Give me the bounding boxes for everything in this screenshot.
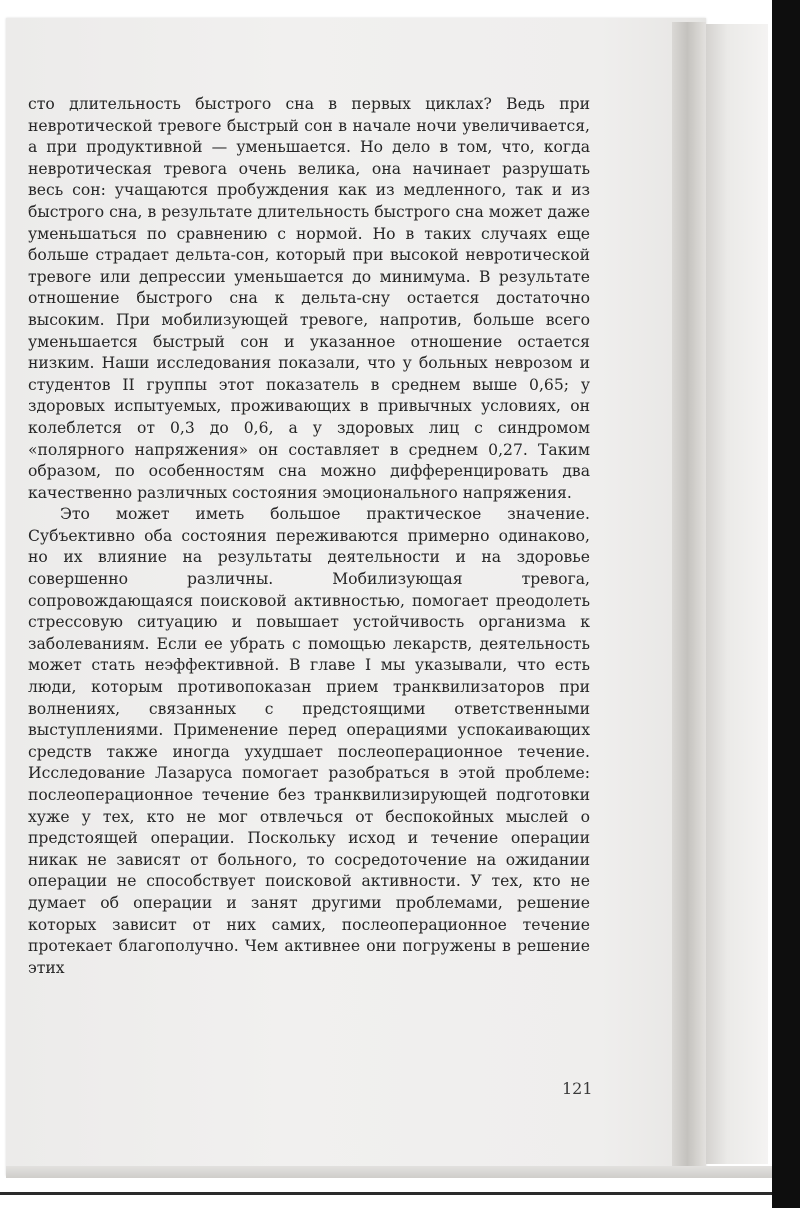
paragraph-1: сто длительность быстрого сна в первых циклах? Ведь при невротической тревоге быстрый сон в начале ночи увеличивается, а при продуктивной — уменьшается. Но дело в том, что, когда невротическая тревога очень велика, она начинает разрушать весь сон: учащаются пробуждения как из медленного, так и из быстрого сна, в результате длительность быстрого сна может даже уменьшаться по сравнению с нормой. Но в таких случаях еще больше страдает дельта-сон, который при высокой невротической тревоге или депрессии уменьшается до минимума. В результате отношение быстрого сна к дельта-сну остается достаточно высоким. При мобилизующей тревоге, напротив, больше всего уменьшается быстрый сон и указанное отношение остается низким. Наши исследования показали, что у больных неврозом и студентов II группы этот показатель в среднем выше 0,65; у здоровых испытуемых, проживающих в привычных условиях, он колеблется от 0,3 до 0,6, а у здоровых лиц с синдромом «полярного напряжения» он составляет в среднем 0,27. Таким образом, по особенностям сна можно дифференцировать два качественно различных состояния эмоционального напряжения. (28, 95, 590, 502)
scanner-right-edge (772, 0, 800, 1208)
page-number: 121 (562, 1079, 593, 1098)
page-fold-shadow (672, 22, 706, 1172)
paragraph-2: Это может иметь большое практическое значение. Субъективно оба состояния переживаются примерно одинаково, но их влияние на результаты деятельности и на здоровье совершенно различны. Мобилизующая тревога, сопровождающаяся поисковой активностью, помогает преодолеть стрессовую ситуацию и повышает устойчивость организма к заболеваниям. Если ее убрать с помощью лекарств, деятельность может стать неэффективной. В главе I мы указывали, что есть люди, которым противопоказан прием транквилизаторов при волнениях, связанных с предстоящими ответственными выступлениями. Применение перед операциями успокаивающих средств также иногда ухудшает послеоперационное течение. Исследование Лазаруса помогает разобраться в этой проблеме: послеоперационное течение без транквилизирующей подготовки хуже у тех, кто не мог отвлечься от беспокойных мыслей о предстоящей операции. Поскольку исход и течение операции никак не зависят от больного, то сосредоточение на ожидании операции не способствует поисковой активности. У тех, кто не думает об операции и занят другими проблемами, решение которых зависит от них самих, послеоперационное течение протекает благополучно. Чем активнее они погружены в решение этих (28, 505, 590, 977)
body-text (28, 94, 590, 979)
scanner-bottom-edge (0, 1192, 800, 1195)
page-bottom-edge (6, 1166, 774, 1178)
page-edge (706, 24, 768, 1164)
